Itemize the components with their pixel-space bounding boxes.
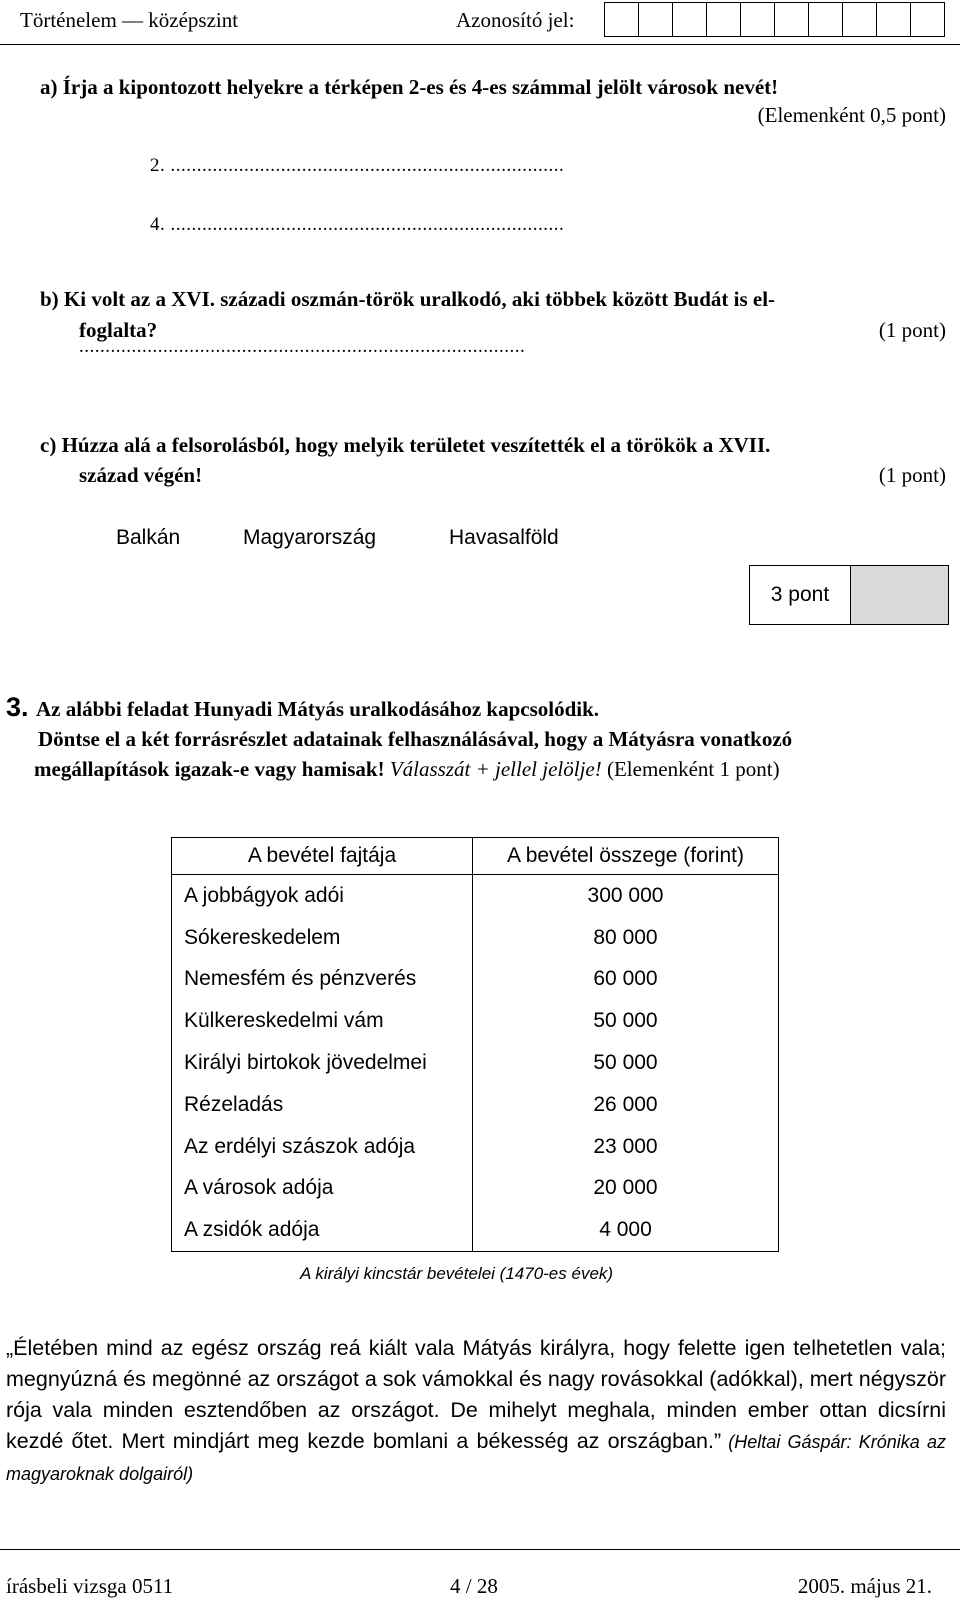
option-havasalfold[interactable]: Havasalföld [449, 526, 559, 549]
footer-rule [0, 1549, 960, 1550]
revenue-type-cell: A jobbágyok adói [172, 875, 473, 917]
id-box[interactable] [910, 2, 945, 37]
revenue-amount-cell: 50 000 [473, 1042, 779, 1084]
revenue-amount-cell: 80 000 [473, 917, 779, 959]
header-subject: Történelem — középszint [20, 8, 239, 32]
table-body [172, 875, 779, 1252]
id-box[interactable] [876, 2, 911, 37]
option-balkan[interactable]: Balkán [116, 526, 181, 549]
table-caption: A királyi kincstár bevételei (1470-es évek) [300, 1264, 614, 1283]
task3-instr2 [34, 757, 780, 782]
footer-page: 4 / 28 [450, 1574, 498, 1598]
revenue-type-cell: Királyi birtokok jövedelmei [172, 1042, 473, 1084]
table-row [172, 1042, 779, 1084]
task-c-line2: század végén! [79, 463, 203, 487]
table-row [172, 1084, 779, 1126]
table-row [172, 917, 779, 959]
id-box[interactable] [638, 2, 673, 37]
task3-title: Az alábbi feladat Hunyadi Mátyás uralkodásához kapcsolódik. [36, 697, 600, 721]
id-box[interactable] [774, 2, 809, 37]
revenue-amount-cell: 300 000 [473, 875, 779, 917]
task-a-answer-4[interactable]: 4. ........................................................................... [150, 214, 565, 235]
revenue-type-cell: Nemesfém és pénzverés [172, 959, 473, 1001]
quote-text: „Életében mind az egész ország reá kiált vala Mátyás királyra, hogy felette igen telhetetlen vala; megnyúzná és megönné az országot a sok vámokkal és nagy rovásokkal (adókkal), mert négyször rója vala minden esztendőben az országot. De mihelyt meghala, minden ember ottan dicsírni kezdé őtet. Mert mindjárt meg kezde bomlani a békesség az országban.” [6, 1336, 946, 1453]
heltai-quote [6, 1333, 946, 1490]
score-box-label: 3 pont [750, 566, 851, 624]
revenue-type-cell: Az erdélyi szászok adója [172, 1126, 473, 1168]
revenue-type-cell: Sókereskedelem [172, 917, 473, 959]
task-b-answer[interactable]: ..................................................................................... [79, 336, 526, 357]
revenue-type-cell: Külkereskedelmi vám [172, 1000, 473, 1042]
task-c-line1: c) Húzza alá a felsorolásból, hogy melyik területet veszítették el a törökök a XVII. [40, 433, 771, 457]
revenue-type-cell: A városok adója [172, 1168, 473, 1210]
table-row [172, 1000, 779, 1042]
table-header-amount: A bevétel összege (forint) [473, 838, 779, 875]
table-row [172, 1168, 779, 1210]
task-a-answer-2[interactable]: 2. ........................................................................... [150, 155, 565, 176]
task3-number: 3. [6, 692, 29, 722]
revenue-table [171, 837, 779, 1252]
table-row [172, 959, 779, 1001]
revenue-amount-cell: 26 000 [473, 1084, 779, 1126]
task-b-line1: b) Ki volt az a XVI. századi oszmán-török uralkodó, aki többek között Budát is el- [40, 287, 776, 311]
revenue-amount-cell: 4 000 [473, 1209, 779, 1251]
task-b-line2: foglalta? [79, 318, 158, 342]
task-a-text: a) Írja a kipontozott helyekre a térképen 2-es és 4-es számmal jelölt városok nevét! [40, 75, 779, 99]
revenue-amount-cell: 50 000 [473, 1000, 779, 1042]
revenue-type-cell: A zsidók adója [172, 1209, 473, 1251]
task-b-points: (1 pont) [878, 318, 946, 342]
table-row [172, 1209, 779, 1251]
id-box[interactable] [740, 2, 775, 37]
id-box[interactable] [808, 2, 843, 37]
task3-instr2-bold: megállapítások igazak-e vagy hamisak! [34, 757, 385, 781]
revenue-amount-cell: 60 000 [473, 959, 779, 1001]
task3-instr2-italic: Válasszát + jellel jelölje! [384, 757, 602, 781]
score-box-field[interactable] [851, 566, 948, 624]
id-box[interactable] [672, 2, 707, 37]
header-id-label: Azonosító jel: [456, 8, 575, 32]
table-row [172, 875, 779, 917]
id-box[interactable] [842, 2, 877, 37]
revenue-type-cell: Rézeladás [172, 1084, 473, 1126]
task-c-points: (1 pont) [878, 463, 946, 487]
id-box[interactable] [706, 2, 741, 37]
table-row [172, 1126, 779, 1168]
score-box [749, 565, 949, 625]
quote-source: (Heltai Gáspár: Krónika az magyaroknak dolgairól) [6, 1432, 946, 1484]
footer-left: írásbeli vizsga 0511 [6, 1574, 174, 1598]
footer-date: 2005. május 21. [797, 1574, 932, 1598]
revenue-amount-cell: 23 000 [473, 1126, 779, 1168]
id-box[interactable] [604, 2, 639, 37]
task-a-points: (Elemenként 0,5 pont) [757, 103, 946, 127]
revenue-amount-cell: 20 000 [473, 1168, 779, 1210]
table-header-row [172, 838, 779, 875]
header-rule [0, 44, 960, 45]
table-header-type: A bevétel fajtája [172, 838, 473, 875]
task3-instr2-points: (Elemenként 1 pont) [601, 757, 780, 781]
task3-instr1: Döntse el a két forrásrészlet adatainak felhasználásával, hogy a Mátyásra vonatkozó [38, 727, 793, 751]
option-magyarorszag[interactable]: Magyarország [243, 526, 377, 549]
